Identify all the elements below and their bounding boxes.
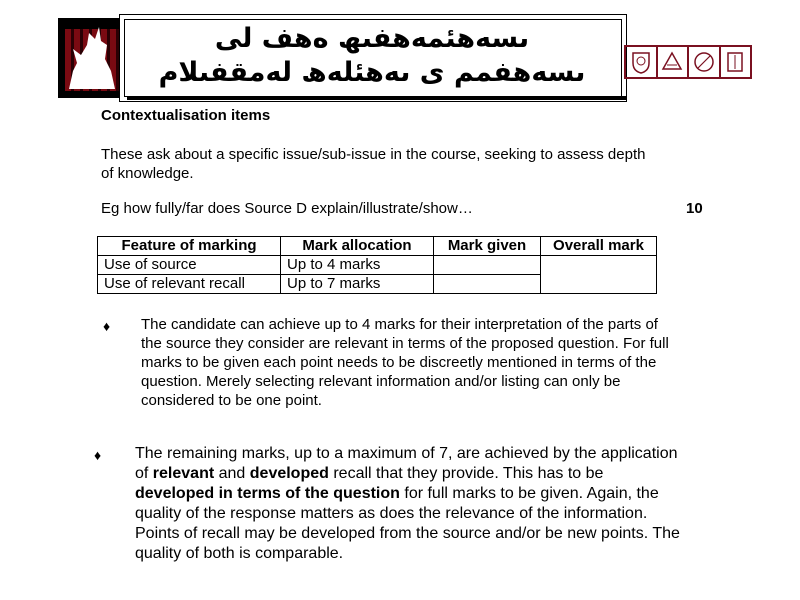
crest-shield-icon [628, 49, 654, 75]
diamond-bullet-icon: ♦ [94, 447, 102, 463]
cell-given [434, 256, 541, 275]
table-row [98, 256, 657, 275]
example-question: Eg how fully/far does Source D explain/illustrate/show… [101, 200, 473, 217]
header-allocation: Mark allocation [281, 237, 434, 256]
header-feature: Feature of marking [98, 237, 281, 256]
cell-allocation: Up to 4 marks [281, 256, 434, 275]
recall-emphasis: developed [249, 465, 329, 482]
crest-4 [721, 47, 751, 77]
marking-table [97, 236, 657, 294]
cell-allocation: Up to 7 marks [281, 275, 434, 294]
recall-emphasis: relevant [152, 465, 215, 482]
section-heading: Contextualisation items [101, 107, 271, 124]
marks-total: 10 [686, 200, 703, 217]
table-header-row [98, 237, 657, 256]
banner-title [124, 22, 620, 90]
bullet-text-recall [135, 444, 680, 564]
banner-shadow [127, 96, 627, 100]
recall-text-part: for full marks to be given. Again, the quality of the response matters as does the relevance of the information. Points of recall may be developed from the source and/or be new points. The quality of both is comparable. [135, 485, 680, 562]
recall-text-part: recall that they provide. This has to be [328, 465, 604, 482]
crest-shield-icon [691, 49, 717, 75]
crest-shield-icon [659, 49, 685, 75]
recall-text-part: The remaining marks, up to a maximum of 7, are achieved by the application of [135, 445, 678, 482]
crest-3 [689, 47, 721, 77]
banner-line-1: ىسەھئمەھفىھ ەھف لى [214, 23, 530, 54]
crest-strip [624, 45, 752, 79]
diamond-bullet-icon: ♦ [103, 318, 111, 334]
cell-given [434, 275, 541, 294]
header-given: Mark given [434, 237, 541, 256]
crest-1 [626, 47, 658, 77]
cell-feature: Use of source [98, 256, 281, 275]
intro-text: These ask about a specific issue/sub-issue in the course, seeking to assess depth of knowledge. [101, 146, 646, 182]
banner-line-2: ىسەھفمم ى ىەھئلەھ لەمقفىلام [158, 57, 586, 88]
recall-emphasis: developed in terms of the question [135, 485, 400, 502]
crest-shield-icon [722, 49, 748, 75]
recall-text-part: and [214, 465, 250, 482]
crest-2 [658, 47, 690, 77]
cell-overall [541, 256, 657, 294]
cell-feature: Use of relevant recall [98, 275, 281, 294]
header-overall: Overall mark [541, 237, 657, 256]
bullet-text-source: The candidate can achieve up to 4 marks for their interpretation of the parts of the source they consider are relevant in terms of the proposed question. For full marks to be given each point needs to be discreetly mentioned in terms of the question. Merely selecting relevant information and/or listing can only be considered to be one point. [141, 316, 669, 409]
